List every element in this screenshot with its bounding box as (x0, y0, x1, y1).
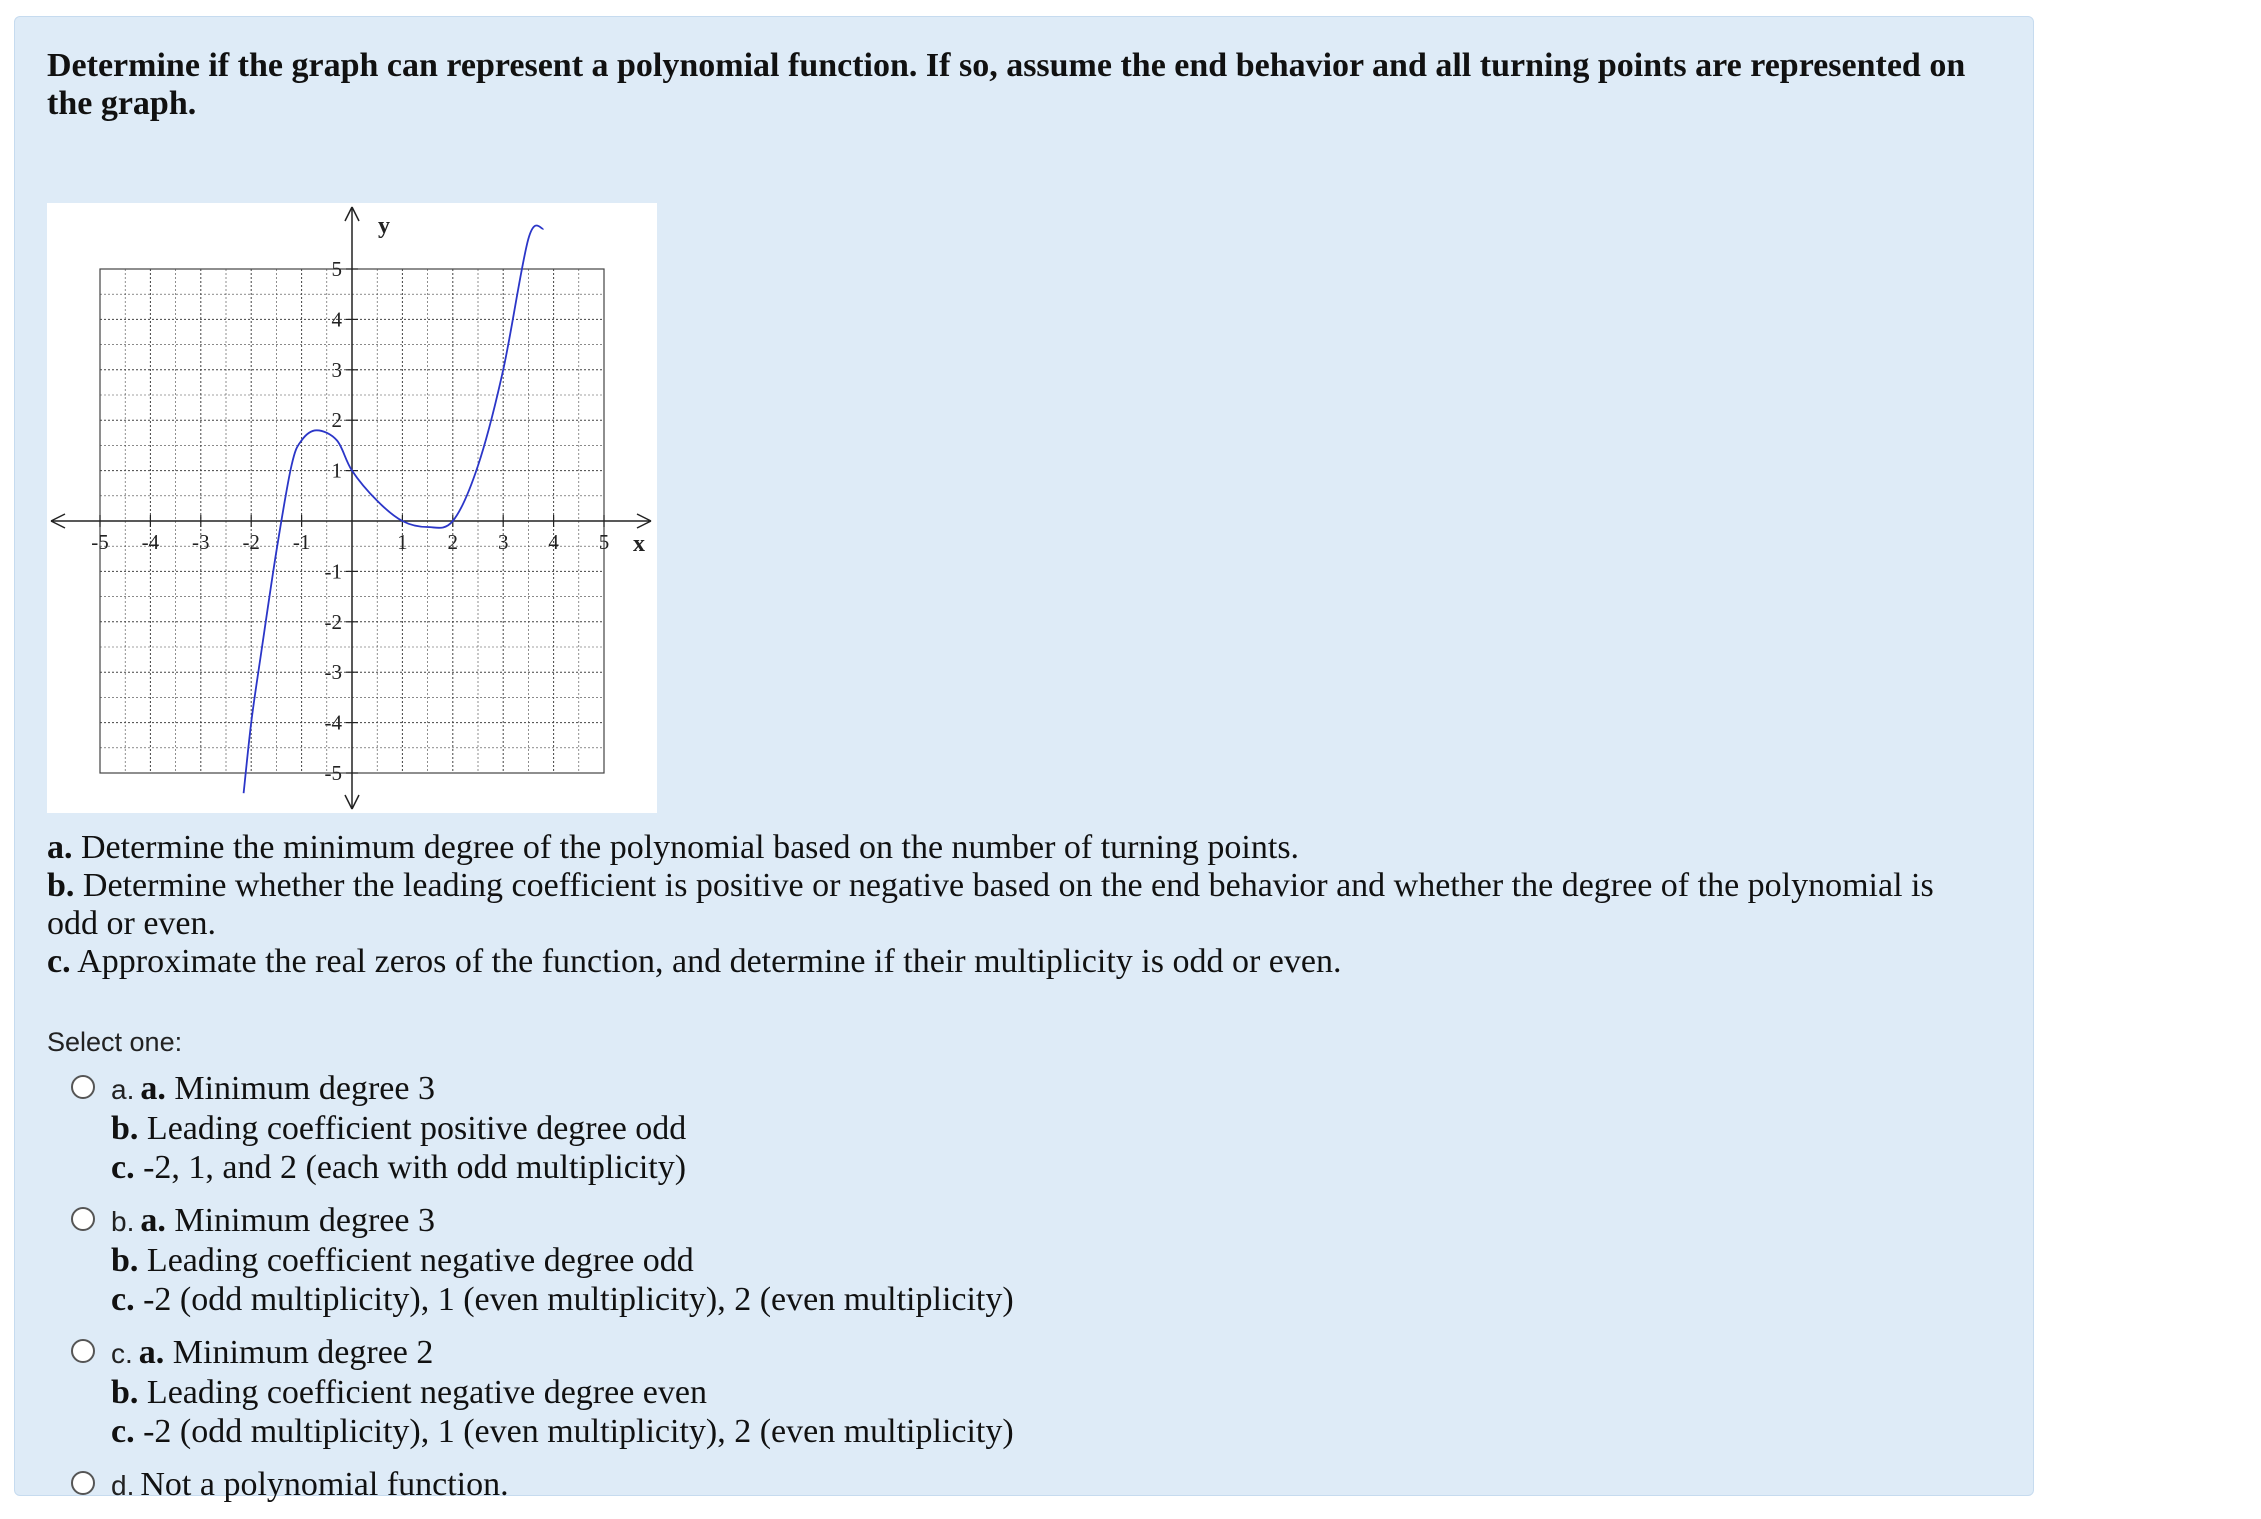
option-letter: b. (111, 1206, 135, 1237)
radio-button-b[interactable] (71, 1207, 95, 1231)
polynomial-curve (244, 225, 544, 793)
x-axis-label: x (633, 531, 645, 557)
y-tick-label: -1 (324, 559, 342, 584)
question-subparts (47, 829, 1987, 981)
question-prompt: Determine if the graph can represent a polynomial function. If so, assume the end behavior and all turning points are represented on the graph. (47, 47, 1966, 122)
x-tick-label: -1 (292, 530, 311, 554)
option-part-text: Minimum degree 3 (165, 1202, 435, 1239)
option-d-text: Not a polynomial function. (140, 1466, 509, 1503)
option-part-label: c. (111, 1281, 135, 1318)
radio-button-c[interactable] (71, 1339, 95, 1363)
option-a[interactable] (47, 1069, 1947, 1187)
x-tick-label: 5 (598, 530, 610, 554)
option-part-text: Leading coefficient negative degree odd (138, 1242, 694, 1279)
option-part-label: b. (111, 1110, 139, 1147)
subpart-b (47, 867, 1987, 943)
x-tick-label: 2 (447, 530, 459, 554)
option-part-label: b. (111, 1374, 139, 1411)
y-tick-label: 5 (331, 257, 342, 281)
x-tick-label: 3 (497, 530, 509, 554)
subpart-c (47, 943, 1987, 981)
x-tick-label: -4 (141, 530, 160, 554)
option-part-text: -2 (odd multiplicity), 1 (even multiplicity), 2 (even multiplicity) (134, 1413, 1014, 1450)
radio-button-a[interactable] (71, 1075, 95, 1099)
y-tick-label: -2 (324, 609, 342, 634)
subpart-a-text: Determine the minimum degree of the polynomial based on the number of turning points. (72, 829, 1300, 866)
subpart-a-label: a. (47, 829, 73, 866)
option-letter: d. (111, 1470, 135, 1501)
radio-button-d[interactable] (71, 1471, 95, 1495)
polynomial-graph (47, 203, 657, 813)
y-tick-label: -3 (324, 660, 342, 685)
option-d[interactable] (47, 1465, 1947, 1505)
x-tick-label: -5 (91, 530, 109, 554)
option-b[interactable] (47, 1201, 1947, 1319)
option-letter: a. (111, 1074, 135, 1105)
option-part-text: Leading coefficient negative degree even (138, 1374, 707, 1411)
y-tick-label: 1 (331, 458, 342, 483)
x-tick-label: -3 (192, 530, 210, 554)
subpart-c-label: c. (47, 943, 71, 980)
x-tick-label: 1 (397, 530, 408, 554)
option-part-label: c. (111, 1413, 135, 1450)
option-part-text: -2 (odd multiplicity), 1 (even multiplicity), 2 (even multiplicity) (134, 1281, 1014, 1318)
select-one-label: Select one: (47, 1027, 183, 1057)
option-part-text: -2, 1, and 2 (each with odd multiplicity) (134, 1149, 687, 1186)
subpart-a (47, 829, 1987, 867)
option-part-label: a. (138, 1334, 165, 1371)
subpart-b-label: b. (47, 867, 75, 904)
y-tick-label: 3 (331, 357, 342, 382)
option-part-text: Minimum degree 2 (164, 1334, 434, 1371)
option-part-text: Minimum degree 3 (165, 1070, 435, 1107)
subpart-b-text: Determine whether the leading coefficient is positive or negative based on the end behavior and whether the degree of the polynomial is odd or even. (47, 867, 1934, 942)
graph-svg (47, 203, 657, 813)
answer-options (47, 1069, 1947, 1519)
subpart-c-text: Approximate the real zeros of the function, and determine if their multiplicity is odd or even. (70, 943, 1342, 980)
option-part-label: a. (140, 1202, 166, 1239)
y-axis-label: y (378, 213, 390, 239)
option-letter: c. (111, 1338, 133, 1369)
option-part-text: Leading coefficient positive degree odd (138, 1110, 687, 1147)
y-tick-label: 4 (331, 307, 342, 332)
x-tick-label: 4 (548, 530, 559, 554)
option-part-label: a. (140, 1070, 166, 1107)
x-tick-label: -2 (242, 530, 260, 554)
option-c[interactable] (47, 1333, 1947, 1451)
option-part-label: b. (111, 1242, 139, 1279)
question-panel (14, 16, 2034, 1503)
y-tick-label: 2 (331, 408, 342, 433)
y-tick-label: -5 (324, 761, 342, 785)
y-tick-label: -4 (324, 710, 342, 735)
option-part-label: c. (111, 1149, 135, 1186)
